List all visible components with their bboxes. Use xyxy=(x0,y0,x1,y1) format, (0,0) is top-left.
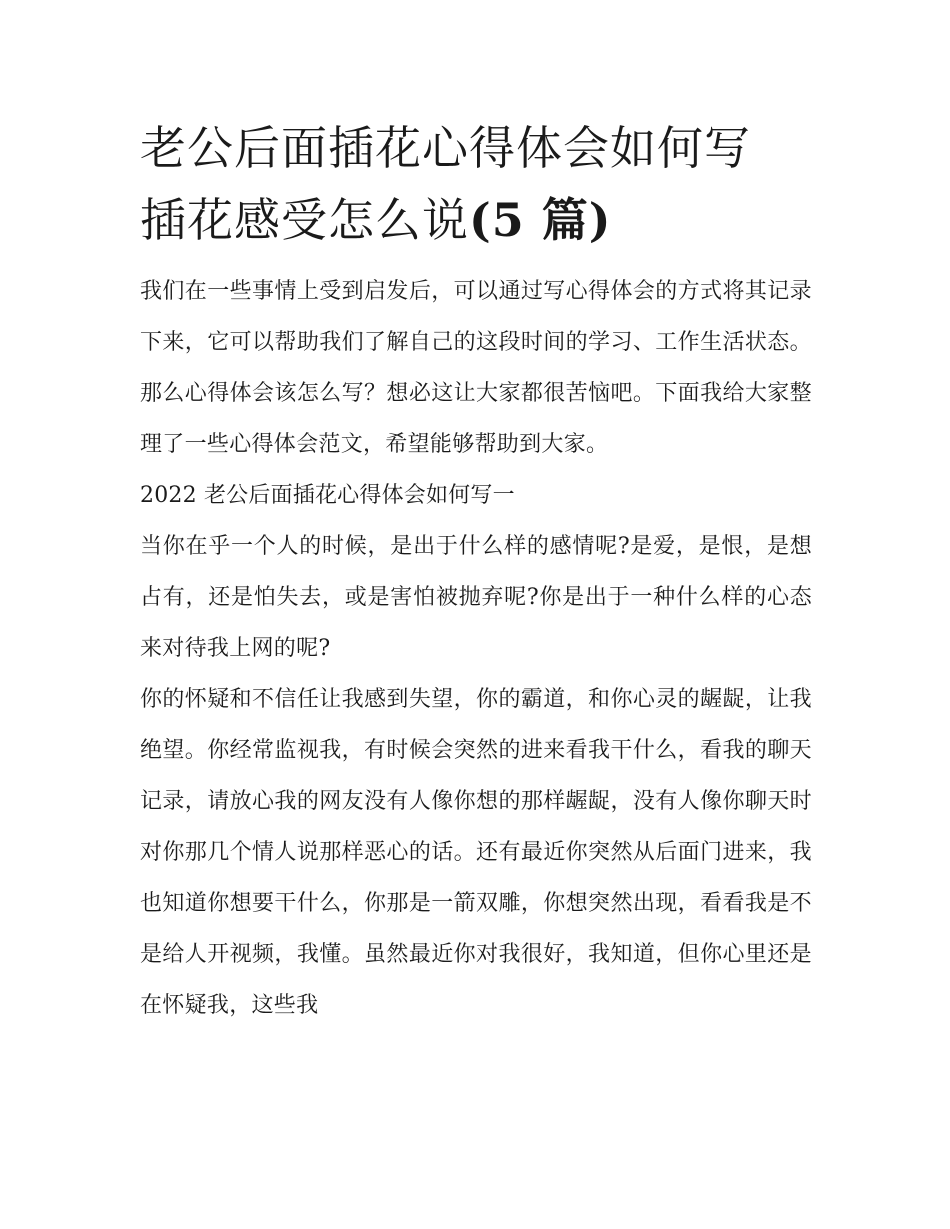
document-title xyxy=(140,112,812,256)
section-heading: 2022 老公后面插花心得体会如何写一 xyxy=(140,483,515,508)
intro-paragraph: 我们在一些事情上受到启发后，可以通过写心得体会的方式将其记录下来，它可以帮助我们了解自己的这段时间的学习、工作生活状态。那么心得体会该怎么写？想必这让大家都很苦恼吧。下面我给大家整理了一些心得体会范文，希望能够帮助到大家。 xyxy=(140,279,812,457)
document-page xyxy=(140,112,812,1031)
title-line-1: 老公后面插花心得体会如何写 xyxy=(140,121,751,175)
title-line-2: 插花感受怎么说 xyxy=(140,193,469,247)
body-paragraph-2: 你的怀疑和不信任让我感到失望，你的霸道，和你心灵的龌龊，让我绝望。你经常监视我，有时候会突然的进来看我干什么，看我的聊天记录，请放心我的网友没有人像你想的那样龌龊，没有人像你聊天时对你那几个情人说那样恶心的话。还有最近你突然从后面门进来，我也知道你想要干什么，你那是一箭双雕，你想突然出现，看看我是不是给人开视频，我懂。虽然最近你对我很好，我知道，但你心里还是在怀疑我，这些我 xyxy=(140,687,812,1018)
body-paragraph-1: 当你在乎一个人的时候，是出于什么样的感情呢?是爱，是恨，是想占有，还是怕失去，或是害怕被抛弃呢?你是出于一种什么样的心态来对待我上网的呢? xyxy=(140,534,812,661)
title-count: (5 篇) xyxy=(469,193,612,247)
